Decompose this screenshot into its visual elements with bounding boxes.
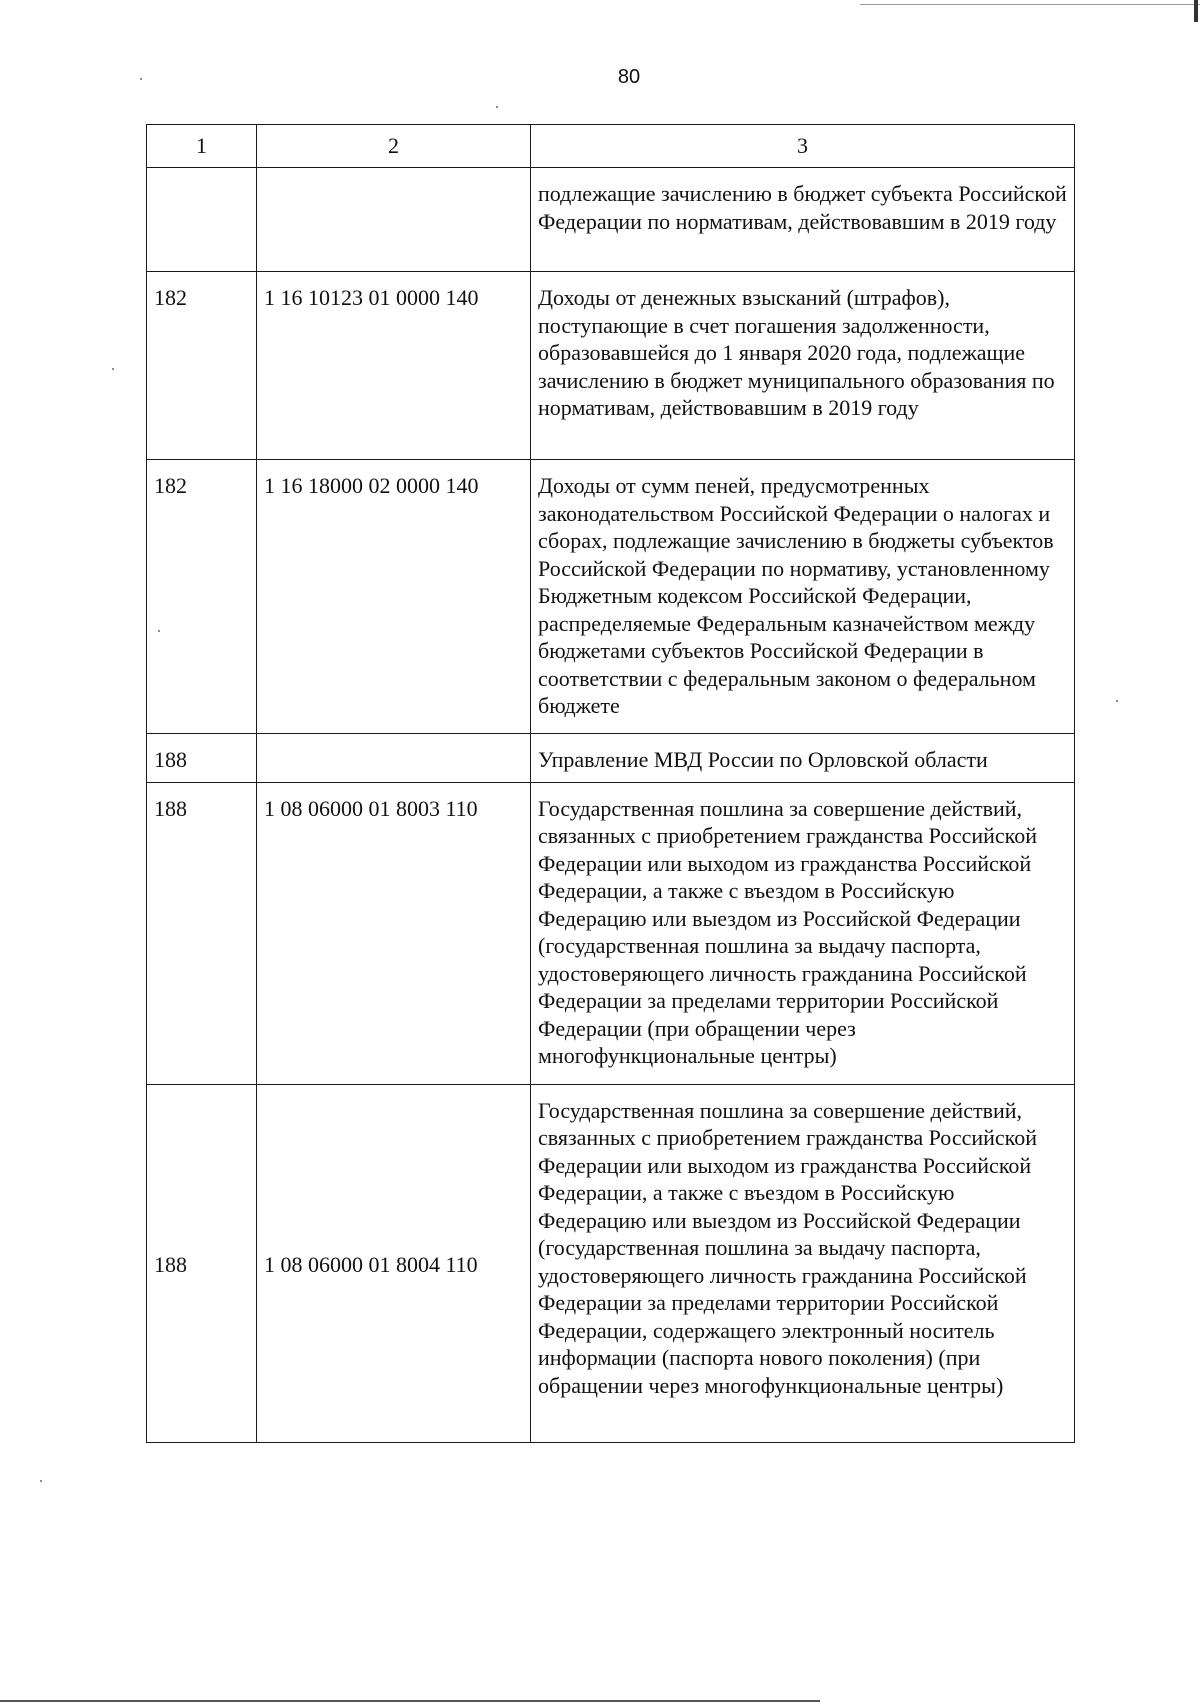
admin-code-cell: 188 [147, 782, 257, 1084]
table-row [147, 460, 1075, 734]
scan-artifact-corner [1194, 0, 1198, 22]
budget-code-cell: 1 08 06000 01 8004 110 [257, 1084, 531, 1442]
description-cell: подлежащие зачислению в бюджет субъекта Российской Федерации по нормативам, действовавшим в 2019 году [531, 168, 1075, 272]
budget-code-cell [257, 168, 531, 272]
header-cell-col2: 2 [257, 125, 531, 168]
scan-speck [112, 368, 114, 370]
scan-speck [496, 106, 498, 108]
table-row [147, 782, 1075, 1084]
budget-code-cell: 1 16 10123 01 0000 140 [257, 272, 531, 460]
revenue-codes-table [146, 124, 1075, 1443]
admin-code-cell [147, 168, 257, 272]
scan-artifact-top-line [860, 4, 1200, 5]
description-cell: Государственная пошлина за совершение действий, связанных с приобретением гражданства Российской Федерации или выходом из гражданства Российской Федерации, а также с въездом в Российскую Федерацию или выездом из Российской Федерации (государственная пошлина за выдачу паспорта, удостоверяющего личность гражданина Российской Федерации за пределами территории Российской Федерации (при обращении через многофункциональные центры) [531, 782, 1075, 1084]
admin-code-cell: 188 [147, 1084, 257, 1442]
budget-code-cell: 1 16 18000 02 0000 140 [257, 460, 531, 734]
budget-code-cell: 1 08 06000 01 8003 110 [257, 782, 531, 1084]
description-cell: Доходы от денежных взысканий (штрафов), поступающие в счет погашения задолженности, образовавшейся до 1 января 2020 года, подлежащие зачислению в бюджет муниципального образования по нормативам, действовавшим в 2019 году [531, 272, 1075, 460]
scan-speck [40, 1480, 42, 1482]
description-cell: Управление МВД России по Орловской области [531, 734, 1075, 783]
header-cell-col1: 1 [147, 125, 257, 168]
admin-code-cell: 182 [147, 460, 257, 734]
description-cell: Государственная пошлина за совершение действий, связанных с приобретением гражданства Российской Федерации или выходом из гражданства Российской Федерации, а также с въездом в Российскую Федерацию или выездом из Российской Федерации (государственная пошлина за выдачу паспорта, удостоверяющего личность гражданина Российской Федерации за пределами территории Российской Федерации, содержащего электронный носитель информации (паспорта нового поколения) (при обращении через многофункциональные центры) [531, 1084, 1075, 1442]
description-cell: Доходы от сумм пеней, предусмотренных законодательством Российской Федерации о налогах и сборах, подлежащие зачислению в бюджеты субъектов Российской Федерации по нормативу, установленному Бюджетным кодексом Российской Федерации, распределяемые Федеральным казначейством между бюджетами субъектов Российской Федерации в соответствии с федеральным законом о федеральном бюджете [531, 460, 1075, 734]
admin-code-cell: 188 [147, 734, 257, 783]
scan-artifact-bottom-line [0, 1700, 820, 1702]
scan-speck [1116, 700, 1118, 702]
table-row [147, 272, 1075, 460]
table-row [147, 734, 1075, 783]
page-number: 80 [617, 66, 641, 88]
admin-code-cell: 182 [147, 272, 257, 460]
table-header-row [147, 125, 1075, 168]
table-row [147, 1084, 1075, 1442]
header-cell-col3: 3 [531, 125, 1075, 168]
table-row [147, 168, 1075, 272]
budget-code-cell [257, 734, 531, 783]
